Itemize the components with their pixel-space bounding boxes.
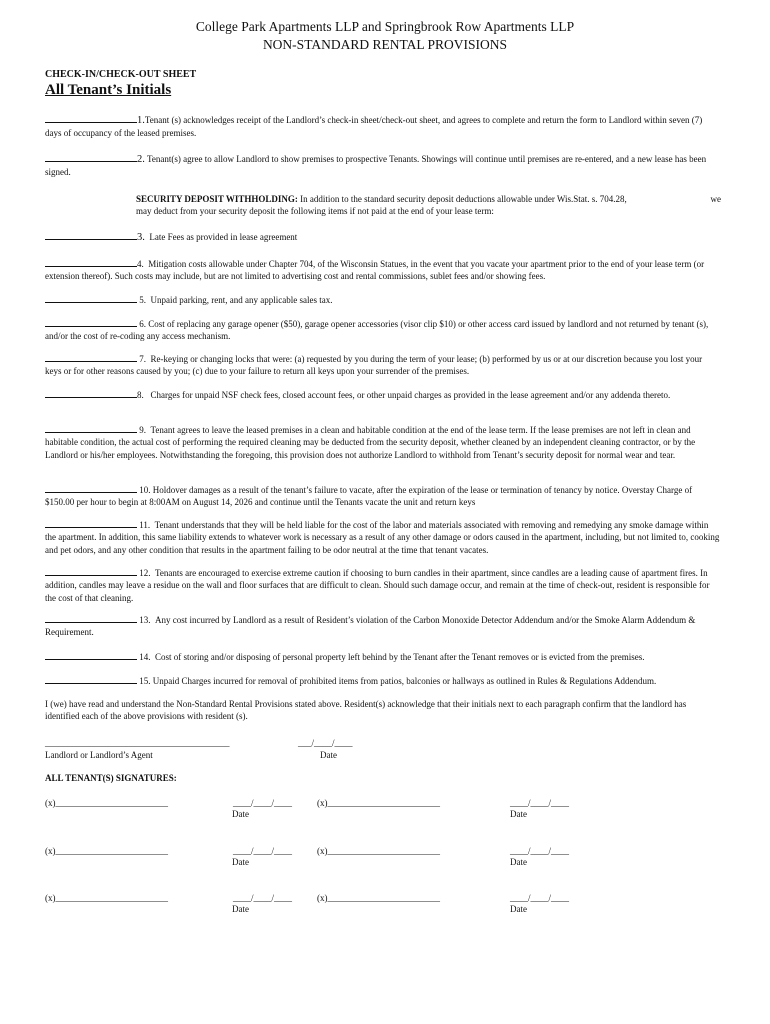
tenant-date-label-1: Date — [232, 809, 249, 819]
provision-number: 8. — [137, 390, 144, 400]
initials-field-7[interactable] — [45, 353, 137, 362]
initials-field-3[interactable] — [45, 231, 137, 240]
initials-field-1[interactable] — [45, 114, 137, 123]
landlord-signature-line[interactable]: _________________________________________ — [45, 738, 230, 748]
provision-number: 14. — [139, 652, 151, 662]
provision-text: Cost of replacing any garage opener ($50), garage opener accessories (visor clip $10) or other access card issued by landlord and not returned by tenant (s), and/or the cost of re-coding any access mechanism. — [45, 319, 709, 342]
provision-number: 13. — [139, 615, 151, 625]
provision-number: 12. — [139, 568, 151, 578]
tenant-signature-line-3[interactable]: (x)_________________________ — [45, 846, 168, 856]
tenant-date-line-6[interactable]: ____/____/____ — [510, 893, 570, 903]
tenant-date-line-2[interactable]: ____/____/____ — [510, 798, 570, 808]
initials-field-2[interactable] — [45, 153, 137, 162]
provision-11 — [45, 519, 720, 556]
initials-field-4[interactable] — [45, 258, 137, 267]
security-deposit-section — [136, 193, 721, 218]
tenant-signature-line-6[interactable]: (x)_________________________ — [317, 893, 440, 903]
provision-14 — [45, 651, 720, 663]
provision-8 — [45, 389, 720, 401]
provision-text: Tenant(s) agree to allow Landlord to show premises to prospective Tenants. Showings will continue until premises are re-entered, and a new lease has been signed. — [45, 154, 707, 178]
document-title: NON-STANDARD RENTAL PROVISIONS — [262, 37, 508, 52]
tenant-signature-line-1[interactable]: (x)_________________________ — [45, 798, 168, 808]
provision-number: 7. — [139, 354, 146, 364]
landlord-label: Landlord or Landlord’s Agent — [45, 750, 153, 760]
initials-field-5[interactable] — [45, 294, 137, 303]
provision-text: Charges for unpaid NSF check fees, closed account fees, or other unpaid charges as provided in the lease agreement and/or any addenda thereto. — [150, 390, 671, 400]
provision-13 — [45, 614, 720, 639]
provision-text: Re-keying or changing locks that were: (a) requested by you during the term of your lease; (b) performed by us or at our discretion because you lost your keys or for other reasons caused by you; (c) due to your failure to return all keys upon your surrender of the premises. — [45, 354, 703, 377]
security-deposit-text-2: may deduct from your security deposit the following items if not paid at the end of your lease term: — [136, 206, 494, 217]
provision-number: 15. — [139, 676, 151, 686]
provision-text: Tenant (s) acknowledges receipt of the Landlord’s check-in sheet/check-out sheet, and agrees to complete and return the form to Landlord within seven (7) days of occupancy of the leased premises. — [45, 115, 703, 139]
provision-6 — [45, 318, 720, 343]
initials-field-15[interactable] — [45, 675, 137, 684]
provision-9 — [45, 424, 720, 461]
provision-text: Mitigation costs allowable under Chapter 704, of the Wisconsin Statues, in the event that you vacate your apartment prior to the end of your lease term (or extension thereof). Such costs may include, but are not limited to advertising cost and rental commissions, sublet fees and/or showing fees. — [45, 259, 705, 282]
provision-10 — [45, 484, 720, 509]
initials-field-8[interactable] — [45, 389, 137, 398]
provision-7 — [45, 353, 720, 378]
provision-text: Unpaid parking, rent, and any applicable sales tax. — [150, 295, 333, 305]
provision-number: 9. — [139, 425, 146, 435]
provision-12 — [45, 567, 720, 604]
provision-text: Unpaid Charges incurred for removal of prohibited items from patios, balconies or hallways as outlined in Rules & Regulations Addendum. — [152, 676, 657, 686]
tenant-signature-line-2[interactable]: (x)_________________________ — [317, 798, 440, 808]
initials-field-6[interactable] — [45, 318, 137, 327]
tenant-date-label-3: Date — [232, 857, 249, 867]
provision-4 — [45, 258, 720, 283]
tenant-date-line-5[interactable]: ____/____/____ — [233, 893, 293, 903]
initials-field-12[interactable] — [45, 567, 137, 576]
provision-3 — [45, 231, 720, 244]
provision-number: 10. — [139, 485, 151, 495]
provision-5 — [45, 294, 720, 306]
provision-number: 4. — [137, 259, 144, 269]
initials-field-10[interactable] — [45, 484, 137, 493]
tenant-date-line-4[interactable]: ____/____/____ — [510, 846, 570, 856]
provision-1 — [45, 114, 720, 140]
tenant-date-label-5: Date — [232, 904, 249, 914]
provision-2 — [45, 153, 720, 179]
tenant-date-label-6: Date — [510, 904, 527, 914]
tenant-signature-line-4[interactable]: (x)_________________________ — [317, 846, 440, 856]
all-signatures-heading: ALL TENANT(S) SIGNATURES: — [45, 773, 177, 783]
provision-number: 2. — [137, 154, 145, 165]
provision-number: 1. — [137, 115, 145, 126]
company-name: College Park Apartments LLP and Springbrook Row Apartments LLP — [195, 19, 575, 34]
security-deposit-we: we — [710, 194, 721, 204]
provision-text: Tenant understands that they will be held liable for the cost of the labor and materials associated with removing and remedying any smoke damage within the apartment. In addition, this same liability extends to whatever work is necessary as a result of any other damage or odors caused in the apartment, including, but not limited to, cooking and pet odors, and any other condition that results in the apartment failing to be odor neutral at the time that tenant vacates. — [45, 520, 720, 555]
tenant-date-line-1[interactable]: ____/____/____ — [233, 798, 293, 808]
provision-text: Cost of storing and/or disposing of personal property left behind by the Tenant after the Tenant removes or is evicted from the premises. — [155, 652, 645, 662]
security-deposit-text: In addition to the standard security deposit deductions allowable under Wis.Stat. s. 704.28, — [300, 194, 627, 204]
provision-text: Tenants are encouraged to exercise extreme caution if choosing to burn candles in their apartment, since candles are a leading cause of apartment fires. In addition, candles may leave a residue on the wall and floor surfaces that are difficult to clean. Should such damage occur, and remain at the time of check-out, resident is responsible for the cost of that cleaning. — [45, 568, 710, 603]
provision-text: Holdover damages as a result of the tenant’s failure to vacate, after the expiration of the lease or termination of tenancy by notice. Overstay Charge of $150.00 per hour to begin at 8:00AM on August 14, 2026 and continue until the Tenants vacate the unit and return keys — [45, 485, 693, 508]
tenant-signature-line-5[interactable]: (x)_________________________ — [45, 893, 168, 903]
section-label: CHECK-IN/CHECK-OUT SHEET — [45, 69, 197, 80]
provision-number: 11. — [139, 520, 151, 530]
provision-number: 5. — [139, 295, 146, 305]
tenant-date-label-4: Date — [510, 857, 527, 867]
provision-text: Tenant agrees to leave the leased premises in a clean and habitable condition at the end of the lease term. If the lease premises are not left in clean and habitable condition, the actual cost of performing the required cleaning may be deducted from the security deposit, whether cleaned by an independent cleaning contractor, or by the Landlord or his/her employees. Notwithstanding the foregoing, this provision does not authorize Landlord to withhold from Tenant’s security deposit for normal wear and tear. — [45, 425, 696, 460]
tenant-date-label-2: Date — [510, 809, 527, 819]
security-deposit-label: SECURITY DEPOSIT WITHHOLDING: — [136, 194, 298, 204]
initials-field-9[interactable] — [45, 424, 137, 433]
initials-field-14[interactable] — [45, 651, 137, 660]
landlord-date-label: Date — [320, 750, 337, 760]
provision-text: Late Fees as provided in lease agreement — [149, 232, 298, 242]
landlord-date-line[interactable]: ___/____/____ — [298, 738, 353, 748]
provision-15 — [45, 675, 720, 687]
initials-heading: All Tenant’s Initials — [45, 82, 172, 98]
provision-number: 3. — [137, 232, 145, 243]
initials-field-13[interactable] — [45, 614, 137, 623]
tenant-date-line-3[interactable]: ____/____/____ — [233, 846, 293, 856]
provision-number: 6. — [139, 319, 146, 329]
initials-field-11[interactable] — [45, 519, 137, 528]
provision-text: Any cost incurred by Landlord as a result of Resident’s violation of the Carbon Monoxide Detector Addendum and/or the Smoke Alarm Addendum & Requirement. — [45, 615, 696, 638]
acknowledgement-text: I (we) have read and understand the Non-Standard Rental Provisions stated above. Resident(s) acknowledge that their initials next to each paragraph confirm that the landlord has identified each of the above provisions with resident (s). — [45, 699, 687, 722]
